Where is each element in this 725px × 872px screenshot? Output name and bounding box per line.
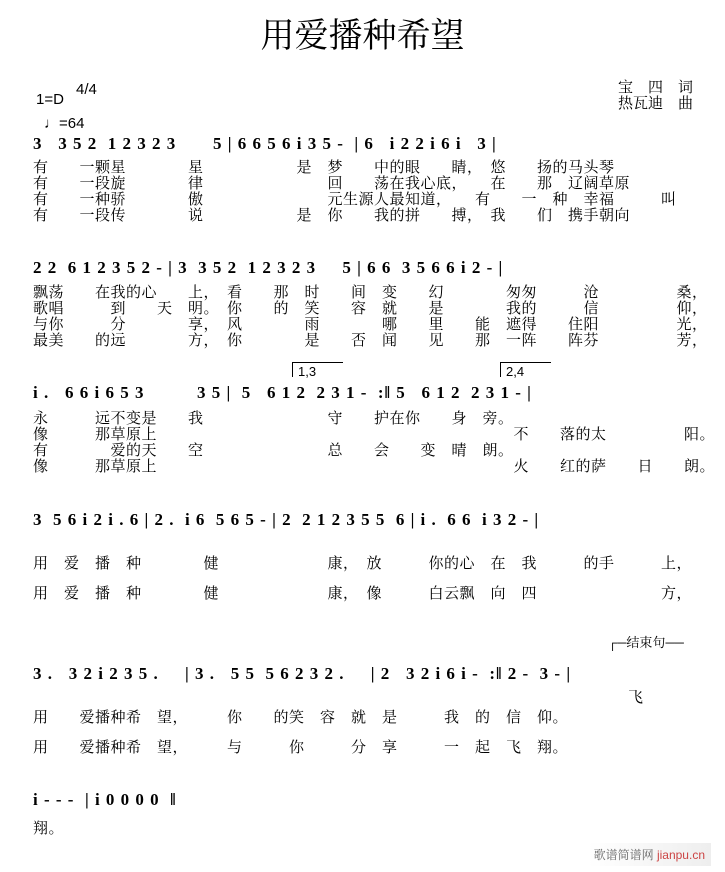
volta-label-2: 2,4 xyxy=(506,364,525,379)
volta-label-1: 1,3 xyxy=(298,364,317,379)
notation-line-5: 3 . 3 2 i 2 3 5 . | 3 . 5 5 5 6 2 3 2 . | 2 3 2 i 6 i - :‖ 2 - 3 - | xyxy=(33,664,572,683)
lyric-line: 像 那草原上 火 红的萨 日 朗。 xyxy=(33,458,716,475)
lyric-line: 与你 分 享， 风 雨 哪 里 能 遮得 住阳 光， xyxy=(33,316,708,333)
lyric-line: 有 一颗星 星 是 梦 中的眼 睛， 悠 扬的马头琴 xyxy=(33,159,615,176)
notation-line-4: 3 5 6 i 2 i . 6 | 2 . i 6 5 6 5 - | 2 2 1 2 3 5 5 6 | i . 6 6 i 3 2 - | xyxy=(33,510,540,529)
notation-line-6: i - - - | i 0 0 0 0 ‖ xyxy=(33,790,177,809)
time-signature-text: 4/4 xyxy=(76,81,97,98)
ending-lyric: 飞 xyxy=(628,689,644,706)
key-signature: 1=D xyxy=(36,91,64,108)
lyric-line: 有 一种骄 傲 元生源人最知道， 有 一 种 幸福 叫 xyxy=(33,191,677,208)
lyric-line: 最美 的远 方， 你 是 否 闻 见 那 一阵 阵芬 芳， xyxy=(33,332,708,349)
time-signature xyxy=(76,82,97,97)
composer-credit: 热瓦迪 曲 xyxy=(618,95,694,112)
ending-label-text: 结束句 xyxy=(626,635,666,650)
lyric-line: 永 远不变是 我 守 护在你 身 旁。 xyxy=(33,410,514,427)
lyric-line: 用 爱播种希 望， 你 的笑 容 就 是 我 的 信 仰。 xyxy=(33,709,569,726)
lyric-line: 有 一段传 说 是 你 我的拼 搏， 我 们 携手朝向 xyxy=(33,207,631,224)
lyric-line: 用 爱 播 种 健 康， 像 白云飘 向 四 方， xyxy=(33,585,693,602)
lyric-line: 像 那草原上 不 落的太 阳。 xyxy=(33,426,716,443)
notation-line-3: i . 6 6 i 6 5 3 3 5 | 5 6 1 2 2 3 1 - :‖ 5 6 1 2 2 3 1 - | xyxy=(33,383,532,402)
watermark-cn: 歌谱简谱网 xyxy=(593,848,654,862)
lyric-line: 用 爱播种希 望， 与 你 分 享 一 起 飞 翔。 xyxy=(33,739,569,756)
watermark xyxy=(588,843,711,866)
lyric-line: 用 爱 播 种 健 康， 放 你的心 在 我 的手 上， xyxy=(33,555,693,572)
lyric-line: 有 爱的天 空 总 会 变 晴 朗。 xyxy=(33,442,514,459)
watermark-en: jianpu.cn xyxy=(656,848,705,862)
lyric-line: 飘荡 在我的心 上， 看 那 时 间 变 幻 匆匆 沧 桑， xyxy=(33,284,708,301)
lyricist-credit: 宝 四 词 xyxy=(618,79,694,96)
lyric-line: 歌唱 到 天 明。 你 的 笑 容 就 是 我的 信 仰， xyxy=(33,300,708,317)
ending-label: ┌─结束句── xyxy=(608,635,684,650)
notation-line-1: 3 3 5 2 1 2 3 2 3 5 | 6 6 5 6 i 3 5 - | 6 i 2 2 i 6 i 3 | xyxy=(33,134,497,153)
notation-line-2: 2 2 6 1 2 3 5 2 - | 3 3 5 2 1 2 3 2 3 5 | 6 6 3 5 6 6 i 2 - | xyxy=(33,258,504,277)
tempo-marking: ♩=64 xyxy=(44,115,85,132)
lyric-line: 有 一段旋 律 回 荡在我心底， 在 那 辽阔草原 xyxy=(33,175,631,192)
song-title: 用爱播种希望 xyxy=(260,17,465,55)
lyric-line: 翔。 xyxy=(33,820,65,837)
